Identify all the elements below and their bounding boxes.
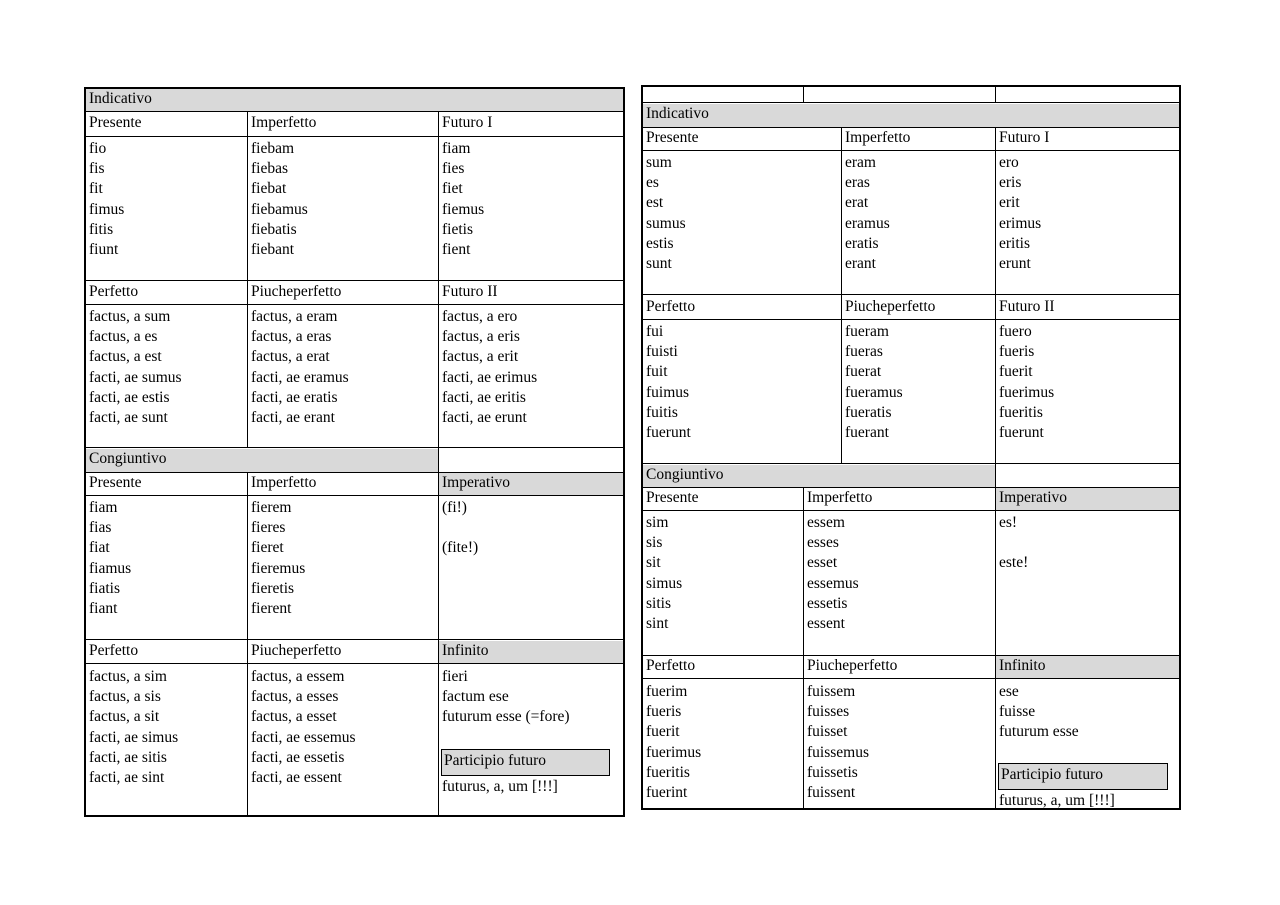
congiuntivo-header: Congiuntivo: [86, 449, 439, 472]
form: fuerint: [646, 783, 688, 801]
form: fieremus: [251, 559, 306, 577]
form: fiam: [89, 499, 118, 516]
form: erit: [999, 194, 1020, 212]
form: fuerant: [845, 423, 889, 441]
rule: [86, 663, 623, 664]
form: facti, ae essetis: [251, 748, 345, 766]
ind-futuro2-label: Futuro II: [442, 283, 498, 300]
ind-perfetto-forms: [643, 322, 691, 443]
rule: [803, 487, 804, 808]
form: ero: [999, 154, 1019, 171]
form: [999, 533, 1028, 553]
form: fis: [89, 160, 105, 178]
rule: [247, 112, 248, 448]
form: fuerit: [999, 363, 1033, 381]
form: eritis: [999, 234, 1030, 252]
form: facti, ae sunt: [89, 408, 168, 426]
form: facti, ae erunt: [442, 408, 527, 426]
ind-imperfetto-label: Imperfetto: [251, 114, 317, 131]
form: eramus: [845, 214, 890, 232]
form: fuerunt: [646, 423, 691, 441]
form: fuerim: [646, 683, 688, 700]
form: facti, ae simus: [89, 728, 179, 746]
form: fitis: [89, 220, 114, 238]
rule: [643, 487, 1179, 488]
form: fieretis: [251, 579, 295, 597]
form: esset: [807, 554, 838, 572]
rule: [995, 87, 996, 102]
ind-imperfetto-forms: [248, 139, 308, 260]
form: essem: [807, 514, 845, 531]
ind-futuro2-forms: [996, 322, 1054, 443]
form: fiebat: [251, 180, 287, 198]
form: factus, a eris: [442, 328, 520, 346]
form: fiebamus: [251, 200, 308, 218]
ind-presente-label: Presente: [89, 114, 142, 131]
rule: [86, 447, 623, 448]
form: (fite!): [442, 539, 479, 557]
cong-imperfetto-forms: [248, 498, 305, 619]
form: fietis: [442, 220, 473, 238]
form: fuit: [646, 363, 668, 381]
form: erimus: [999, 214, 1042, 232]
form: factus, a erat: [251, 348, 330, 366]
cong-presente-label: Presente: [89, 474, 142, 491]
form: factus, a sis: [89, 688, 161, 706]
ind-imperfetto-forms: [842, 153, 890, 274]
rule: [86, 111, 623, 112]
cong-imperfetto-label: Imperfetto: [807, 489, 873, 506]
form: fueritis: [646, 763, 690, 781]
form: facti, ae erimus: [442, 368, 538, 386]
form: fuissetis: [807, 763, 858, 781]
rule: [86, 495, 623, 496]
form: fieret: [251, 539, 284, 557]
cong-piucheperfetto-label: Piucheperfetto: [807, 657, 898, 674]
cong-perfetto-forms: [86, 667, 178, 788]
ind-imperfetto-label: Imperfetto: [845, 129, 911, 146]
ind-piucheperfetto-label: Piucheperfetto: [251, 283, 342, 300]
form: fiemus: [442, 200, 485, 218]
form: fueris: [999, 343, 1035, 361]
participio-futuro-box: Participio futuro: [998, 763, 1168, 790]
cong-perfetto-label: Perfetto: [646, 657, 696, 674]
form: factus, a esset: [251, 708, 337, 726]
ind-piucheperfetto-forms: [842, 322, 903, 443]
form: factus, a sum: [89, 308, 171, 325]
form: futurum esse: [999, 723, 1079, 741]
form: fueratis: [845, 403, 892, 421]
form: fiunt: [89, 240, 119, 258]
rule: [86, 304, 623, 305]
form: sis: [646, 534, 663, 552]
form: eris: [999, 174, 1022, 192]
form: facti, ae sumus: [89, 368, 182, 386]
imperativo-forms: [439, 498, 478, 559]
ind-futuro1-forms: [996, 153, 1041, 274]
ind-futuro2-label: Futuro II: [999, 298, 1055, 315]
form: essemus: [807, 574, 859, 592]
rule: [841, 128, 842, 464]
form: fiebatis: [251, 220, 297, 238]
rule: [643, 655, 1179, 656]
cong-imperfetto-label: Imperfetto: [251, 474, 317, 491]
cong-piucheperfetto-forms: [248, 667, 356, 788]
rule: [438, 112, 439, 815]
form: essent: [807, 614, 845, 632]
form: (fi!): [442, 499, 467, 516]
indicativo-header: Indicativo: [86, 89, 623, 112]
form: esses: [807, 534, 839, 552]
form: fiebant: [251, 240, 295, 258]
form: eram: [845, 154, 876, 171]
form: fimus: [89, 200, 125, 218]
form: este!: [999, 554, 1029, 572]
form: es: [646, 174, 659, 192]
form: essetis: [807, 594, 848, 612]
form: facti, ae erant: [251, 408, 335, 426]
participio-futuro-form: [439, 777, 558, 797]
form: facti, ae eramus: [251, 368, 349, 386]
form: fies: [442, 160, 465, 178]
rule: [643, 294, 1179, 295]
rule: [643, 127, 1179, 128]
form: fuisset: [807, 723, 848, 741]
form: sitis: [646, 594, 671, 612]
rule: [643, 510, 1179, 511]
form: fuitis: [646, 403, 678, 421]
cong-presente-forms: [643, 513, 682, 634]
rule: [643, 463, 1179, 464]
form: factus, a erit: [442, 348, 519, 366]
form: sim: [646, 514, 669, 531]
form: factum ese: [442, 688, 509, 706]
rule: [643, 319, 1179, 320]
form: fueritis: [999, 403, 1043, 421]
ind-perfetto-label: Perfetto: [89, 283, 139, 300]
form: fuisses: [807, 703, 850, 721]
form: factus, a ero: [442, 308, 518, 325]
infinito-forms: [996, 682, 1079, 743]
rule: [643, 150, 1179, 151]
ind-futuro1-forms: [439, 139, 484, 260]
form: fio: [89, 140, 107, 157]
form: [442, 518, 478, 538]
cong-presente-label: Presente: [646, 489, 699, 506]
form: futurus, a, um [!!!]: [999, 792, 1115, 809]
cong-presente-forms: [86, 498, 131, 619]
form: fiam: [442, 140, 471, 157]
form: fuero: [999, 323, 1032, 340]
form: sit: [646, 554, 661, 572]
form: est: [646, 194, 664, 212]
form: facti, ae eritis: [442, 388, 526, 406]
form: fuerimus: [999, 383, 1055, 401]
rule: [803, 87, 804, 102]
ind-perfetto-label: Perfetto: [646, 298, 696, 315]
cong-perfetto-forms: [643, 682, 701, 803]
ind-perfetto-forms: [86, 307, 182, 428]
form: facti, ae estis: [89, 388, 170, 406]
participio-futuro-box: Participio futuro: [441, 749, 610, 776]
rule: [995, 128, 996, 808]
form: fiamus: [89, 559, 132, 577]
form: facti, ae essemus: [251, 728, 356, 746]
form: fueram: [845, 323, 889, 340]
form: fueris: [646, 703, 682, 721]
ind-futuro1-label: Futuro I: [442, 114, 493, 131]
form: futurum esse (=fore): [442, 708, 570, 726]
form: es!: [999, 514, 1018, 531]
form: fient: [442, 240, 471, 258]
form: fiet: [442, 180, 463, 198]
form: factus, a esses: [251, 688, 339, 706]
form: fit: [89, 180, 103, 198]
form: fuerunt: [999, 423, 1044, 441]
rule: [643, 102, 1179, 103]
form: sum: [646, 154, 672, 171]
form: fierem: [251, 499, 292, 516]
form: erunt: [999, 254, 1031, 272]
form: facti, ae eratis: [251, 388, 338, 406]
form: factus, a eras: [251, 328, 332, 346]
left-conjugation-table: [84, 87, 625, 817]
cong-imperfetto-forms: [804, 513, 859, 634]
ind-futuro1-label: Futuro I: [999, 129, 1050, 146]
form: simus: [646, 574, 683, 592]
ind-futuro2-forms: [439, 307, 537, 428]
form: fuisti: [646, 343, 678, 361]
form: facti, ae sitis: [89, 748, 167, 766]
form: factus, a eram: [251, 308, 338, 325]
cong-piucheperfetto-label: Piucheperfetto: [251, 642, 342, 659]
indicativo-header: Indicativo: [643, 104, 1179, 127]
right-conjugation-table: [641, 85, 1181, 810]
cong-piucheperfetto-forms: [804, 682, 869, 803]
form: fiebas: [251, 160, 289, 178]
form: fuerit: [646, 723, 680, 741]
form: factus, a sim: [89, 668, 167, 685]
form: fuissemus: [807, 743, 869, 761]
infinito-header: Infinito: [439, 641, 623, 664]
form: eras: [845, 174, 870, 192]
form: fuerimus: [646, 743, 702, 761]
form: fiat: [89, 539, 110, 557]
form: factus, a es: [89, 328, 158, 346]
form: fuissem: [807, 683, 856, 700]
ind-presente-forms: [643, 153, 686, 274]
form: fiebam: [251, 140, 295, 157]
rule: [86, 472, 623, 473]
rule: [86, 136, 623, 137]
form: sumus: [646, 214, 686, 232]
form: fui: [646, 323, 664, 340]
cong-perfetto-label: Perfetto: [89, 642, 139, 659]
form: fuerat: [845, 363, 882, 381]
form: fieres: [251, 519, 286, 537]
form: factus, a est: [89, 348, 162, 366]
form: fuissent: [807, 783, 856, 801]
form: factus, a essem: [251, 668, 345, 685]
imperativo-forms: [996, 513, 1028, 574]
infinito-forms: [439, 667, 570, 728]
ind-presente-forms: [86, 139, 124, 260]
congiuntivo-header: Congiuntivo: [643, 465, 995, 487]
form: fuimus: [646, 383, 690, 401]
rule: [643, 678, 1179, 679]
form: fieri: [442, 668, 468, 685]
form: fueramus: [845, 383, 903, 401]
form: factus, a sit: [89, 708, 160, 726]
ind-piucheperfetto-label: Piucheperfetto: [845, 298, 936, 315]
participio-futuro-form: [996, 791, 1115, 811]
form: fuisse: [999, 703, 1036, 721]
form: fiant: [89, 599, 118, 617]
form: fiatis: [89, 579, 120, 597]
form: fueras: [845, 343, 883, 361]
form: futurus, a, um [!!!]: [442, 778, 558, 795]
form: eratis: [845, 234, 879, 252]
imperativo-header: Imperativo: [996, 488, 1179, 511]
infinito-header: Infinito: [996, 656, 1179, 678]
form: ese: [999, 683, 1019, 700]
form: facti, ae essent: [251, 768, 342, 786]
form: facti, ae sint: [89, 768, 165, 786]
rule: [86, 280, 623, 281]
form: fierent: [251, 599, 292, 617]
form: sunt: [646, 254, 672, 272]
form: erant: [845, 254, 876, 272]
form: sint: [646, 614, 669, 632]
ind-presente-label: Presente: [646, 129, 699, 146]
imperativo-header: Imperativo: [439, 473, 623, 496]
form: fias: [89, 519, 112, 537]
rule: [86, 639, 623, 640]
form: erat: [845, 194, 869, 212]
rule: [247, 472, 248, 815]
form: estis: [646, 234, 674, 252]
ind-piucheperfetto-forms: [248, 307, 349, 428]
